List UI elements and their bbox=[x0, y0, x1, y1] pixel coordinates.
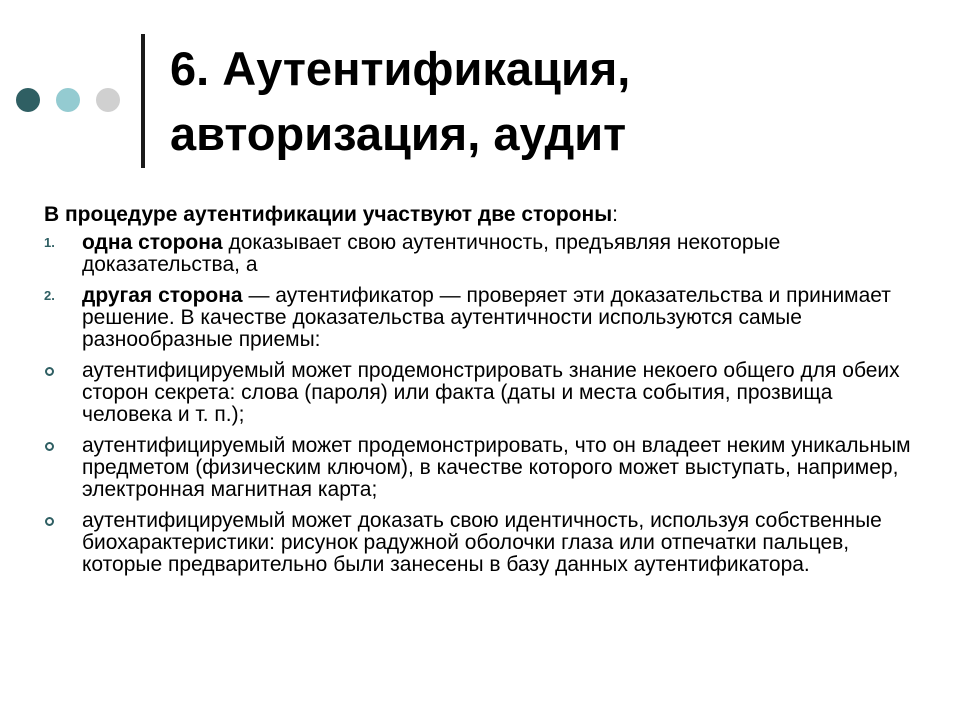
bullet-text: аутентифицируемый может продемонстрировать знание некоего общего для обеих сторон секрета: слова (пароля) или факта (даты и места события, прозвища человека и т. п.); bbox=[82, 359, 900, 426]
intro-text bbox=[44, 204, 924, 226]
dot-gray bbox=[96, 88, 120, 112]
intro-suffix: : bbox=[612, 203, 618, 226]
list-number: 2. bbox=[44, 288, 55, 303]
item-text: доказывает свою аутентичность, предъявляя некоторые доказательства, а bbox=[82, 231, 781, 276]
slide-title-line1: 6. Аутентификация, bbox=[170, 42, 631, 95]
slide-body bbox=[44, 204, 924, 585]
bullet-text: аутентифицируемый может доказать свою идентичность, используя собственные биохарактеристики: рисунок радужной оболочки глаза или отпечатки пальцев, которые предварительно были занесены в базу данных аутентификатора. bbox=[82, 509, 882, 576]
dot-light-teal bbox=[56, 88, 80, 112]
slide-title-line2: авторизация, аудит bbox=[170, 107, 627, 160]
bullet-item bbox=[44, 360, 924, 426]
list-number: 1. bbox=[44, 235, 55, 250]
dot-dark-teal bbox=[16, 88, 40, 112]
title-divider bbox=[141, 34, 145, 168]
ring-bullet-icon bbox=[45, 367, 54, 376]
ring-bullet-icon bbox=[45, 442, 54, 451]
item-bold: одна сторона bbox=[82, 231, 223, 254]
numbered-item bbox=[44, 232, 924, 276]
item-text: — аутентификатор — проверяет эти доказательства и принимает решение. В качестве доказательства аутентичности используются самые разнообразные приемы: bbox=[82, 284, 891, 351]
decorative-dots bbox=[16, 88, 120, 112]
bullet-item bbox=[44, 435, 924, 501]
intro-bold: В процедуре аутентификации участвуют две стороны bbox=[44, 203, 613, 226]
bullet-text: аутентифицируемый может продемонстрировать, что он владеет неким уникальным предметом (физическим ключом), в качестве которого может выступать, например, электронная магнитная карта; bbox=[82, 434, 911, 501]
slide-title bbox=[170, 36, 940, 166]
numbered-item bbox=[44, 285, 924, 351]
item-bold: другая сторона bbox=[82, 284, 243, 307]
bullet-item bbox=[44, 510, 924, 576]
ring-bullet-icon bbox=[45, 517, 54, 526]
